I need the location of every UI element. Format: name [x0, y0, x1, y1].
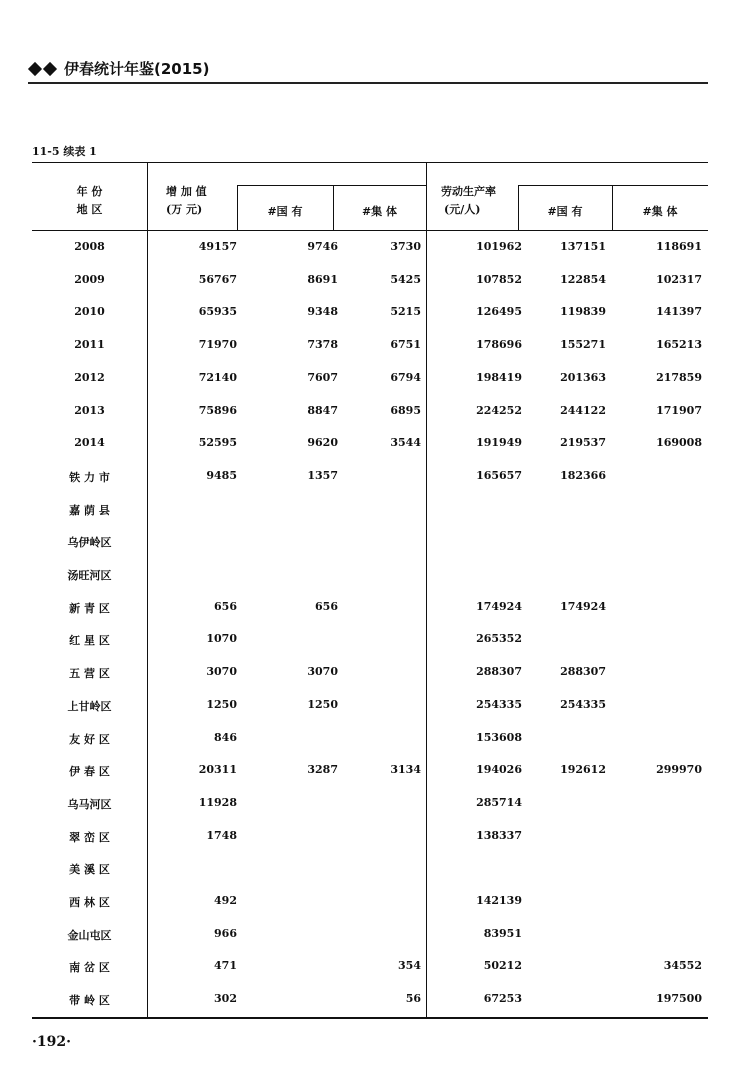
row-label: 乌伊岭区: [67, 536, 112, 549]
added-value-collective-cell: 56: [405, 992, 421, 1005]
productivity-state-owned-cell: 182366: [560, 469, 606, 482]
row-label: 2009: [74, 273, 105, 286]
productivity-cell: 254335: [476, 698, 522, 711]
productivity-state-owned-cell: 155271: [560, 338, 606, 351]
productivity-cell: 101962: [476, 240, 522, 253]
header-subrule: [237, 185, 426, 186]
added-value-collective-cell: 5215: [390, 305, 421, 318]
table-row: [32, 698, 708, 718]
added-value-collective-cell: 3730: [390, 240, 421, 253]
added-value-state-owned-cell: 656: [315, 600, 338, 613]
row-label: 带 岭 区: [69, 994, 110, 1007]
table-row: [32, 273, 708, 293]
table-row: [32, 632, 708, 652]
table-row: [32, 305, 708, 325]
added-value-state-owned-cell: 9620: [307, 436, 338, 449]
productivity-cell: 198419: [476, 371, 522, 384]
productivity-collective-cell: 299970: [656, 763, 702, 776]
table-row: [32, 404, 708, 424]
added-value-cell: 9485: [206, 469, 237, 482]
productivity-cell: 107852: [476, 273, 522, 286]
added-value-state-owned-cell: 8847: [307, 404, 338, 417]
productivity-collective-cell: 197500: [656, 992, 702, 1005]
productivity-cell: 224252: [476, 404, 522, 417]
added-value-state-owned-cell: 7378: [307, 338, 338, 351]
productivity-cell: 285714: [476, 796, 522, 809]
added-value-cell: 71970: [198, 338, 237, 351]
row-label: 西 林 区: [69, 896, 110, 909]
collective-header: #集 体: [361, 205, 398, 218]
row-label: 上甘岭区: [67, 700, 112, 713]
productivity-collective-cell: 171907: [656, 404, 702, 417]
productivity-state-owned-cell: 192612: [560, 763, 606, 776]
added-value-header: 增 加 值: [166, 185, 207, 198]
header-subrule: [518, 185, 708, 186]
row-label: 乌马河区: [67, 798, 112, 811]
productivity-cell: 194026: [476, 763, 522, 776]
row-label: 2014: [74, 436, 105, 449]
productivity-header: 劳动生产率: [441, 185, 496, 198]
added-value-cell: 75896: [198, 404, 237, 417]
table-row: [32, 502, 708, 522]
productivity-cell: 165657: [476, 469, 522, 482]
added-value-cell: 56767: [198, 273, 237, 286]
productivity-cell: 178696: [476, 338, 522, 351]
added-value-cell: 1748: [206, 829, 237, 842]
row-label: 金山屯区: [67, 929, 112, 942]
added-value-state-owned-cell: 3070: [307, 665, 338, 678]
added-value-cell: 1250: [206, 698, 237, 711]
added-value-collective-cell: 5425: [390, 273, 421, 286]
added-value-state-owned-cell: 7607: [307, 371, 338, 384]
productivity-state-owned-cell: 254335: [560, 698, 606, 711]
row-label: 伊 春 区: [69, 765, 110, 778]
added-value-state-owned-cell: 9746: [307, 240, 338, 253]
productivity-cell: 126495: [476, 305, 522, 318]
state-owned-header: #国 有: [267, 205, 303, 218]
productivity-state-owned-cell: 137151: [560, 240, 606, 253]
row-label: 翠 峦 区: [69, 831, 110, 844]
row-label: 友 好 区: [69, 733, 110, 746]
productivity-state-owned-cell: 288307: [560, 665, 606, 678]
state-owned-header: #国 有: [547, 205, 583, 218]
added-value-cell: 49157: [198, 240, 237, 253]
table-row: [32, 240, 708, 260]
collective-header: #集 体: [642, 205, 678, 218]
row-label: 2011: [74, 338, 105, 351]
table-row: [32, 927, 708, 947]
row-label: 南 岔 区: [69, 961, 110, 974]
table-row: [32, 992, 708, 1012]
productivity-state-owned-cell: 201363: [560, 371, 606, 384]
table-row: [32, 567, 708, 587]
added-value-cell: 656: [214, 600, 237, 613]
productivity-state-owned-cell: 174924: [560, 600, 606, 613]
table-row: [32, 436, 708, 456]
row-label: 美 溪 区: [69, 863, 110, 876]
row-label: 汤旺河区: [67, 569, 112, 582]
added-value-cell: 302: [214, 992, 237, 1005]
productivity-cell: 153608: [476, 731, 522, 744]
page-number: ·192·: [32, 1034, 71, 1050]
table-row: [32, 600, 708, 620]
table-row: [32, 959, 708, 979]
productivity-cell: 191949: [476, 436, 522, 449]
productivity-unit: (元/人): [444, 203, 481, 216]
productivity-cell: 83951: [483, 927, 522, 940]
table-row: [32, 338, 708, 358]
added-value-cell: 966: [214, 927, 237, 940]
row-label: 2010: [74, 305, 105, 318]
diamond-icon: [43, 62, 57, 76]
added-value-cell: 471: [214, 959, 237, 972]
added-value-cell: 846: [214, 731, 237, 744]
added-value-state-owned-cell: 9348: [307, 305, 338, 318]
table-top-rule: [32, 162, 708, 163]
productivity-collective-cell: 141397: [656, 305, 702, 318]
productivity-collective-cell: 169008: [656, 436, 702, 449]
row-label: 红 星 区: [69, 634, 110, 647]
added-value-state-owned-cell: 1357: [307, 469, 338, 482]
row-label: 五 营 区: [69, 667, 110, 680]
added-value-cell: 492: [214, 894, 237, 907]
row-label: 2008: [74, 240, 105, 253]
table-row: [32, 371, 708, 391]
productivity-cell: 142139: [476, 894, 522, 907]
productivity-collective-cell: 217859: [656, 371, 702, 384]
table-row: [32, 731, 708, 751]
productivity-state-owned-cell: 244122: [560, 404, 606, 417]
row-label: 嘉 荫 县: [69, 504, 110, 517]
stub-header-region: 地 区: [76, 203, 103, 216]
added-value-cell: 11928: [198, 796, 237, 809]
added-value-unit: (万 元): [166, 203, 203, 216]
added-value-cell: 1070: [206, 632, 237, 645]
added-value-cell: 20311: [198, 763, 237, 776]
table-row: [32, 861, 708, 881]
productivity-cell: 67253: [483, 992, 522, 1005]
table-row: [32, 796, 708, 816]
added-value-cell: 65935: [198, 305, 237, 318]
table-row: [32, 894, 708, 914]
added-value-state-owned-cell: 8691: [307, 273, 338, 286]
productivity-cell: 174924: [476, 600, 522, 613]
added-value-collective-cell: 6895: [390, 404, 421, 417]
productivity-collective-cell: 118691: [656, 240, 702, 253]
header-rule: [28, 82, 708, 84]
table-row: [32, 829, 708, 849]
table-caption: 11-5 续表 1: [32, 145, 97, 158]
row-label: 2013: [74, 404, 105, 417]
table-row: [32, 469, 708, 489]
added-value-cell: 52595: [198, 436, 237, 449]
table-header-rule: [32, 230, 708, 231]
added-value-collective-cell: 3134: [390, 763, 421, 776]
productivity-collective-cell: 102317: [656, 273, 702, 286]
added-value-collective-cell: 6751: [390, 338, 421, 351]
added-value-cell: 72140: [198, 371, 237, 384]
added-value-collective-cell: 6794: [390, 371, 421, 384]
added-value-cell: 3070: [206, 665, 237, 678]
productivity-cell: 265352: [476, 632, 522, 645]
table-row: [32, 665, 708, 685]
productivity-state-owned-cell: 219537: [560, 436, 606, 449]
stub-header-year: 年 份: [76, 185, 103, 198]
book-title: 伊春统计年鉴(2015): [64, 60, 210, 78]
productivity-collective-cell: 34552: [663, 959, 702, 972]
productivity-cell: 50212: [483, 959, 522, 972]
productivity-cell: 138337: [476, 829, 522, 842]
diamond-icon: [28, 62, 42, 76]
header-row: [28, 60, 708, 80]
table-row: [32, 534, 708, 554]
added-value-collective-cell: 3544: [390, 436, 421, 449]
productivity-state-owned-cell: 119839: [560, 305, 606, 318]
table-bottom-rule: [32, 1017, 708, 1019]
productivity-state-owned-cell: 122854: [560, 273, 606, 286]
row-label: 铁 力 市: [69, 471, 110, 484]
added-value-state-owned-cell: 3287: [307, 763, 338, 776]
productivity-collective-cell: 165213: [656, 338, 702, 351]
added-value-state-owned-cell: 1250: [307, 698, 338, 711]
row-label: 新 青 区: [69, 602, 110, 615]
row-label: 2012: [74, 371, 105, 384]
table-row: [32, 763, 708, 783]
added-value-collective-cell: 354: [398, 959, 421, 972]
productivity-cell: 288307: [476, 665, 522, 678]
